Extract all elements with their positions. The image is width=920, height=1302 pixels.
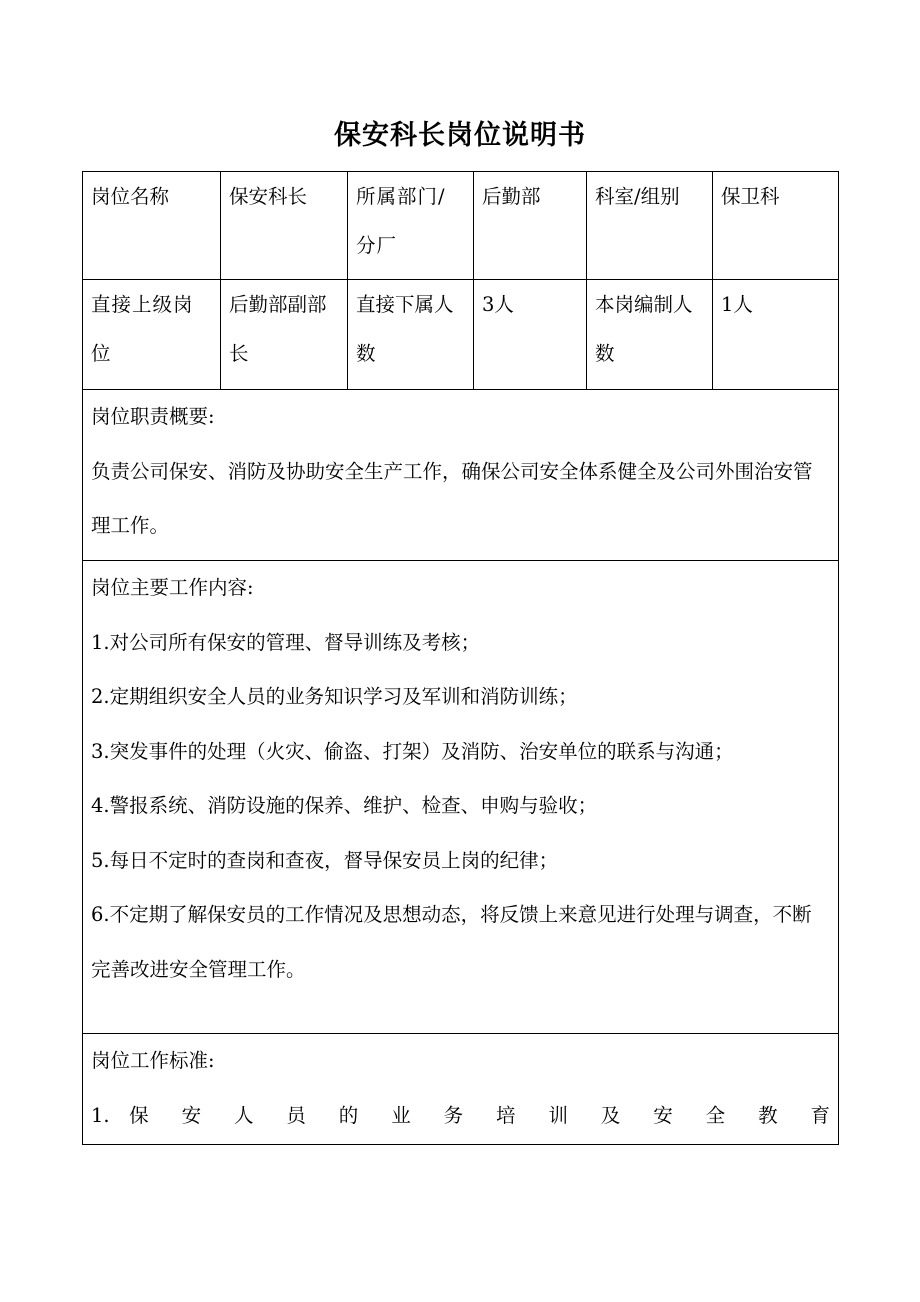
summary-row — [83, 390, 839, 561]
duty-item: 2.定期组织安全人员的业务知识学习及军训和消防训练； — [91, 685, 578, 708]
department-value: 后勤部 — [474, 172, 587, 280]
info-row-basic — [83, 172, 839, 280]
info-row-reporting — [83, 280, 839, 390]
standards-section — [83, 1034, 839, 1145]
duty-item: 3.突发事件的处理（火灾、偷盗、打架）及消防、治安单位的联系与沟通； — [91, 739, 734, 763]
standard-item: 1. 保 安 人 员 的 业 务 培 训 及 安 全 教 育 — [91, 1103, 830, 1127]
summary-text: 负责公司保安、消防及协助安全生产工作，确保公司安全体系健全及公司外围治安管理工作。 — [91, 459, 813, 537]
duties-row — [83, 561, 839, 1034]
section-label: 科室/组别 — [587, 172, 713, 280]
standards-row — [83, 1034, 839, 1145]
duty-item: 6.不定期了解保安员的工作情况及思想动态，将反馈上来意见进行处理与调查，不断完善改进安全管理工作。 — [91, 903, 812, 981]
subordinates-value: 3人 — [474, 280, 587, 390]
duty-item: 5.每日不定时的查岗和查夜，督导保安员上岗的纪律； — [91, 848, 559, 872]
direct-superior-label: 直接上级岗位 — [83, 280, 221, 390]
page-title: 保安科长岗位说明书 — [334, 120, 586, 151]
duty-item: 1.对公司所有保安的管理、督导训练及考核； — [91, 630, 481, 654]
headcount-label: 本岗编制人数 — [587, 280, 713, 390]
summary-section — [83, 390, 839, 561]
duties-heading: 岗位主要工作内容: — [91, 576, 254, 599]
section-value: 保卫科 — [713, 172, 839, 280]
duty-item: 4.警报系统、消防设施的保养、维护、检查、申购与验收； — [91, 794, 598, 817]
standards-heading: 岗位工作标准: — [91, 1049, 215, 1072]
subordinates-label: 直接下属人数 — [348, 280, 474, 390]
direct-superior-value: 后勤部副部长 — [221, 280, 348, 390]
summary-heading: 岗位职责概要: — [91, 405, 215, 428]
headcount-value: 1人 — [713, 280, 839, 390]
job-description-table — [82, 171, 839, 1145]
position-name-label: 岗位名称 — [83, 172, 221, 280]
duties-section — [83, 561, 839, 1034]
position-name-value: 保安科长 — [221, 172, 348, 280]
department-label: 所属部门/分厂 — [348, 172, 474, 280]
